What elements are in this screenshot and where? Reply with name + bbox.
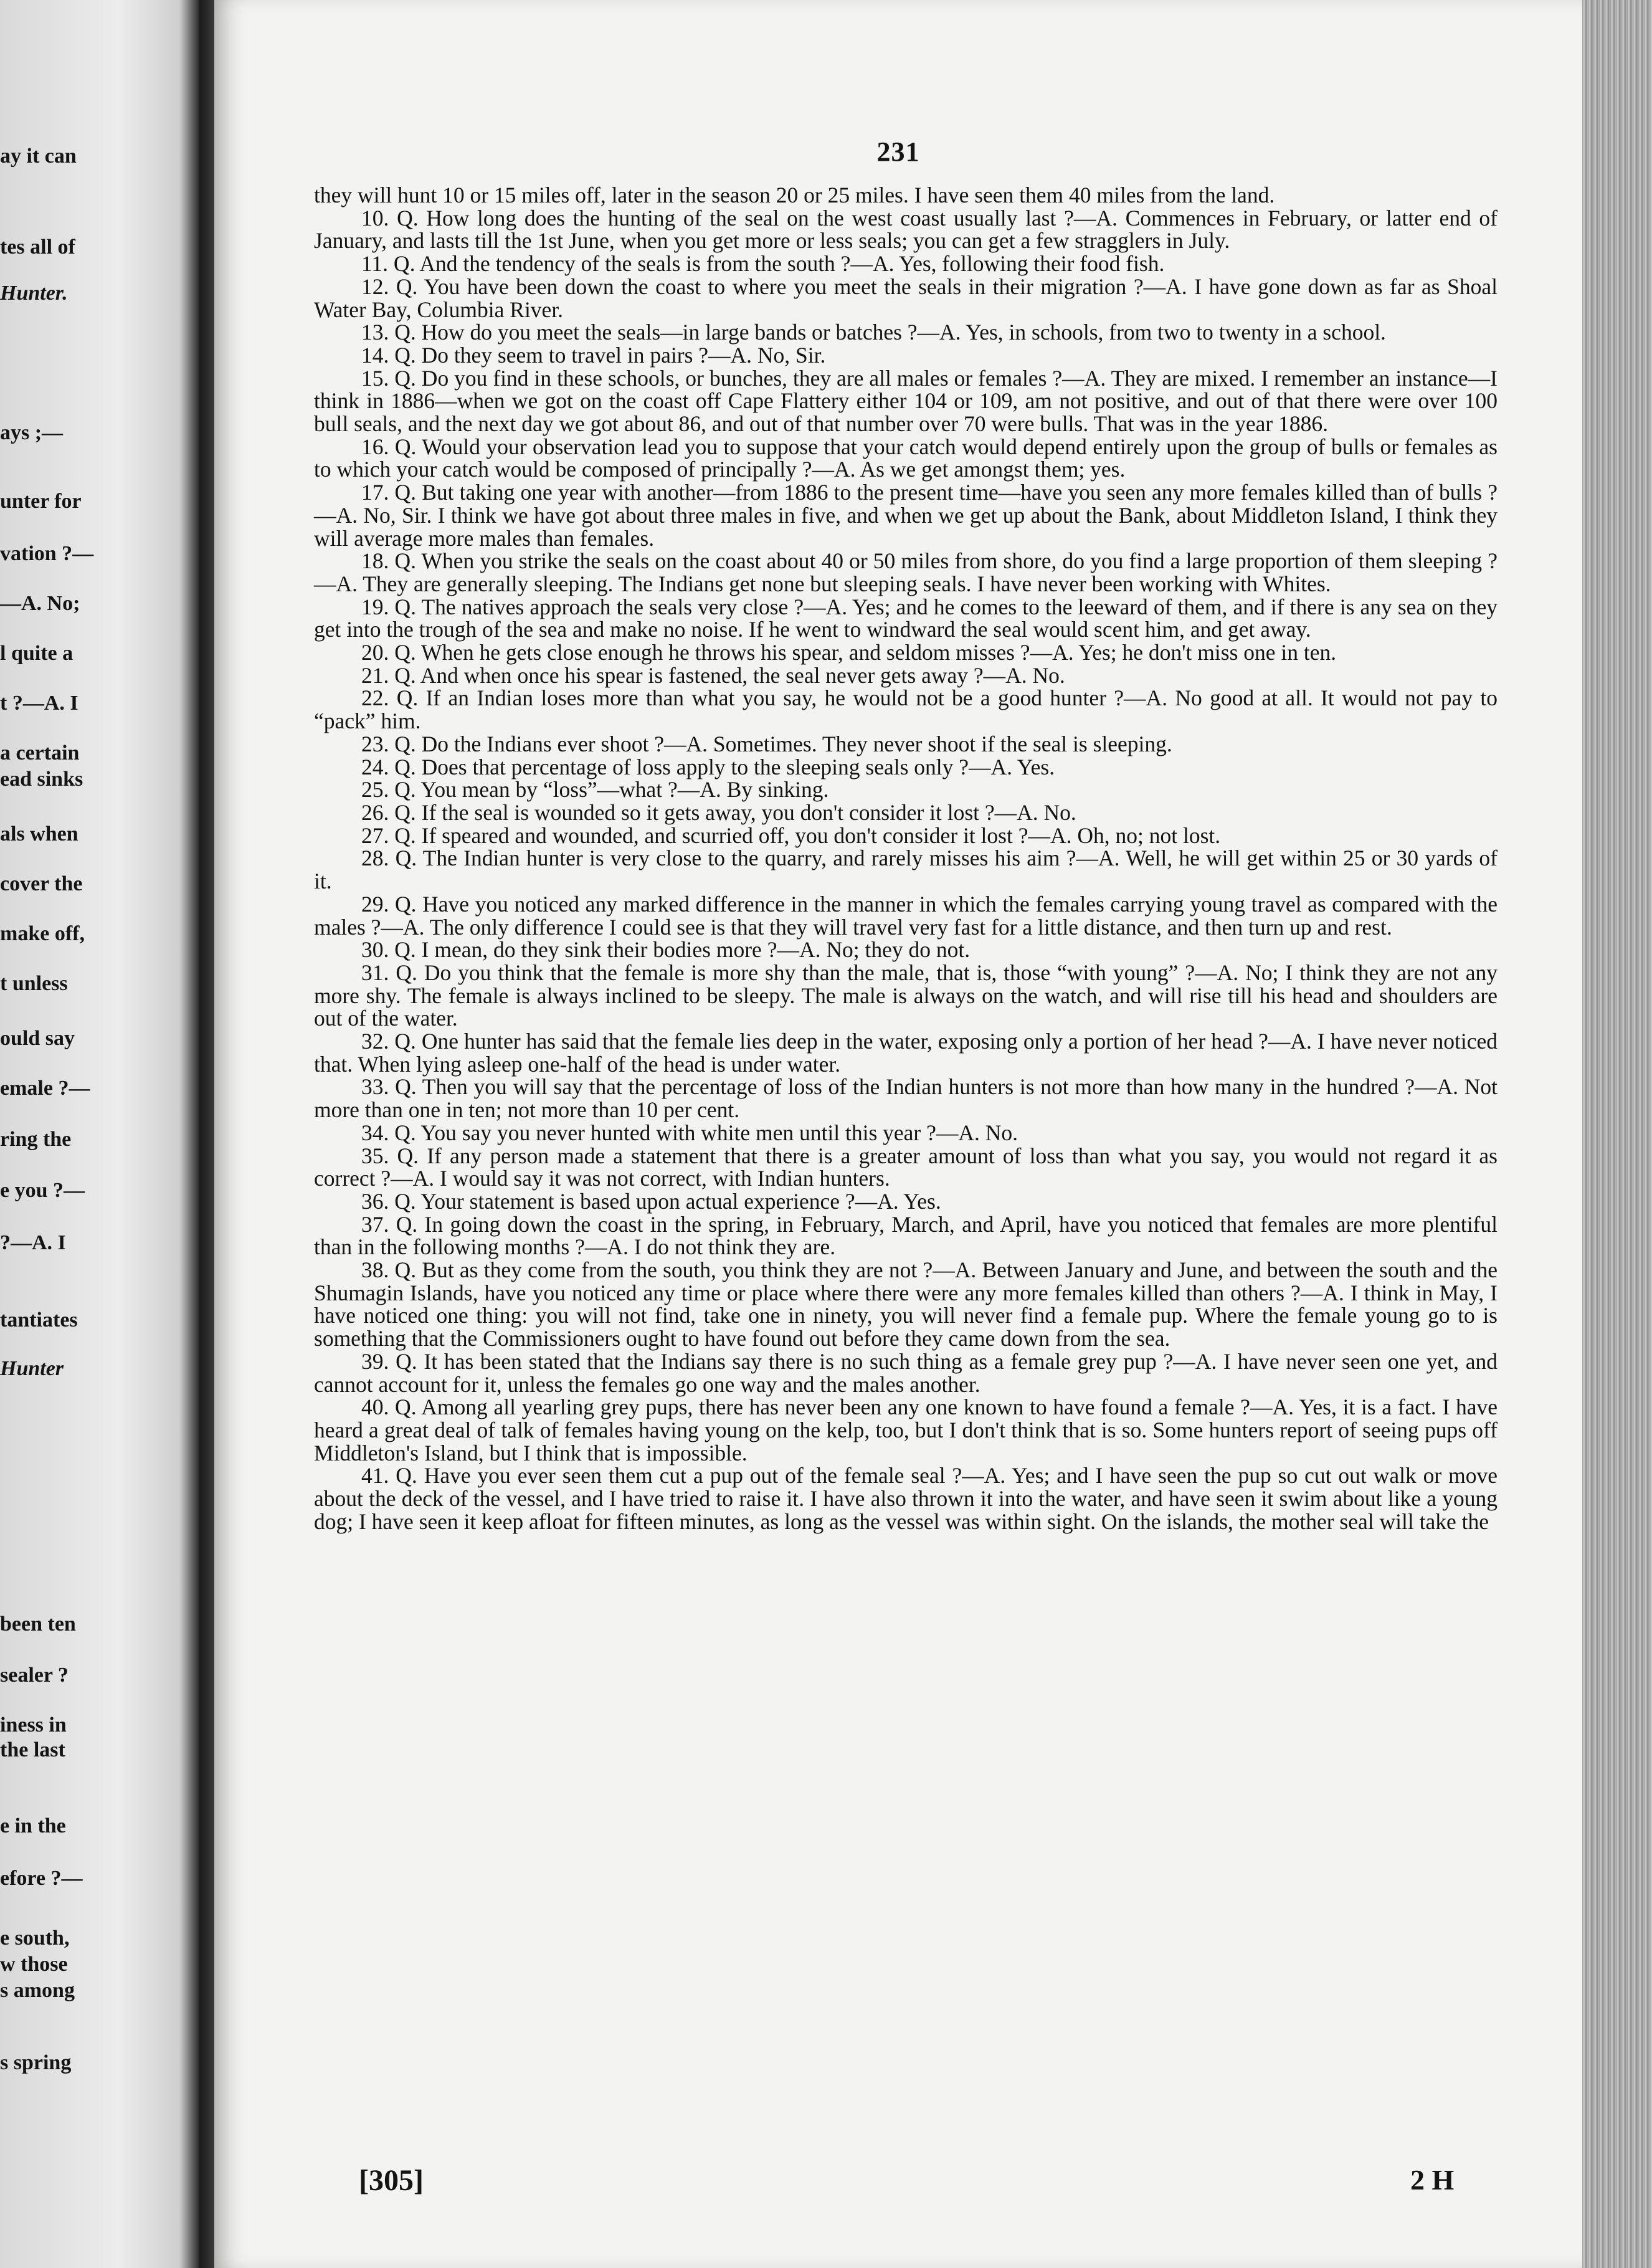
testimony-paragraph: 12. Q. You have been down the coast to where you meet the seals in their migration ?—A. I have gone down as far as Shoal Water Bay, Columbia River. — [314, 274, 1498, 322]
page-edge — [1582, 0, 1652, 2268]
facing-page-text: a certain — [0, 741, 80, 765]
testimony-paragraph: 15. Q. Do you find in these schools, or bunches, they are all males or females ?—A. They are mixed. I remember an instance—I think in 1886—when we got on the coast off Cape Flattery either 104 or 109, am not positive, and out of that there were over 100 bull seals, and the next day we got about 86, and out of that number over 70 were bulls. That was in the year 1886. — [314, 365, 1498, 437]
facing-page-text: the last — [0, 1738, 65, 1761]
testimony-paragraph: 39. Q. It has been stated that the Indians say there is no such thing as a female grey pup ?—A. I have never seen one yet, and cannot account for it, unless the females go one way and the males another. — [314, 1348, 1498, 1397]
facing-page-text: e south, — [0, 1927, 70, 1950]
facing-page-text: w those — [0, 1953, 68, 1976]
testimony-paragraph: 30. Q. I mean, do they sink their bodies more ?—A. No; they do not. — [361, 937, 971, 963]
testimony-paragraph: 32. Q. One hunter has said that the female lies deep in the water, exposing only a portion of her head ?—A. I have never noticed that. When lying asleep one-half of the head is under water. — [314, 1029, 1498, 1077]
facing-page-text: s among — [0, 1979, 75, 2002]
testimony-paragraph: 22. Q. If an Indian loses more than what you say, he would not be a good hunter ?—A. No good at all. It would not pay to “pack” him. — [314, 685, 1498, 734]
facing-page-text: ring the — [0, 1128, 72, 1151]
testimony-paragraph: 36. Q. Your statement is based upon actual experience ?—A. Yes. — [361, 1188, 941, 1214]
testimony-paragraph: 11. Q. And the tendency of the seals is from the south ?—A. Yes, following their food fish. — [361, 251, 1165, 277]
testimony-paragraph: 33. Q. Then you will say that the percentage of loss of the Indian hunters is not more than how many in the hundred ?—A. Not more than one in ten; not more than 10 per cent. — [314, 1074, 1498, 1123]
facing-page-fragment — [0, 0, 199, 2268]
facing-page-text: tantiates — [0, 1308, 78, 1332]
facing-page-text: efore ?— — [0, 1867, 83, 1890]
testimony-paragraph: 31. Q. Do you think that the female is more shy than the male, that is, those “with young” ?—A. No; I think they are not any more shy. The female is always inclined to be sleepy. The male is always on the watch, and will rise till his head and shoulders are out of the water. — [314, 960, 1498, 1031]
gathering-mark: 2 H — [1410, 2164, 1455, 2196]
testimony-paragraph: 23. Q. Do the Indians ever shoot ?—A. Sometimes. They never shoot if the seal is sleeping. — [361, 731, 1172, 756]
facing-page-text: ead sinks — [0, 768, 83, 791]
testimony-paragraph: 27. Q. If speared and wounded, and scurried off, you don't consider it lost ?—A. Oh, no; not lost. — [361, 822, 1221, 848]
testimony-paragraph: 41. Q. Have you ever seen them cut a pup out of the female seal ?—A. Yes; and I have seen the pup so cut out walk or move about the deck of the vessel, and I have tried to raise it. I have also thrown it into the water, and have seen it swim about like a young dog; I have seen it keep afloat for fifteen minutes, as long as the vessel was within sight. On the islands, the mother seal will take the — [314, 1463, 1498, 1534]
testimony-paragraph: 20. Q. When he gets close enough he throws his spear, and seldom misses ?—A. Yes; he don't miss one in ten. — [361, 640, 1337, 665]
facing-page-text: make off, — [0, 922, 85, 945]
facing-page-text: unter for — [0, 490, 82, 513]
testimony-paragraph: 25. Q. You mean by “loss”—what ?—A. By sinking. — [361, 777, 829, 803]
facing-page-text: ould say — [0, 1027, 75, 1050]
facing-page-text: ?—A. I — [0, 1231, 66, 1254]
testimony-paragraph: 21. Q. And when once his spear is fastened, the seal never gets away ?—A. No. — [361, 662, 1065, 688]
facing-page-text: t unless — [0, 972, 68, 995]
testimony-paragraph: 14. Q. Do they seem to travel in pairs ?—A. No, Sir. — [361, 342, 826, 368]
page-number: 231 — [876, 136, 920, 167]
testimony-paragraph: 26. Q. If the seal is wounded so it gets away, you don't consider it lost ?—A. No. — [361, 799, 1076, 825]
testimony-paragraph: 29. Q. Have you noticed any marked difference in the manner in which the females carrying young travel as compared with the males ?—A. The only difference I could see is that they will travel very fast for a little distance, and then turn up and rest. — [314, 891, 1498, 940]
facing-page-text: als when — [0, 822, 78, 846]
testimony-paragraph: 10. Q. How long does the hunting of the seal on the west coast usually last ?—A. Commences in February, or latter end of January, and lasts till the 1st June, when you get more or less seals; you can get a few stragglers in July. — [314, 205, 1498, 254]
testimony-paragraph: 28. Q. The Indian hunter is very close to the quarry, and rarely misses his aim ?—A. Well, he will get within 25 or 30 yards of it. — [314, 846, 1498, 894]
facing-page-text: l quite a — [0, 642, 74, 665]
facing-page-text: —A. No; — [0, 592, 80, 615]
testimony-paragraph: 37. Q. In going down the coast in the spring, in February, March, and April, have you noticed that females are more plentiful than in the following months ?—A. I do not think they are. — [314, 1211, 1498, 1260]
facing-page-text: t ?—A. I — [0, 692, 78, 715]
testimony-paragraph: 40. Q. Among all yearling grey pups, there has never been any one known to have found a female ?—A. Yes, it is a fact. I have heard a great deal of talk of females having young on the kelp, too, but I don't think that is so. Some hunters report of seeing pups off Middleton's Island, but I think that is impossible. — [314, 1394, 1498, 1465]
testimony-paragraph: 34. Q. You say you never hunted with white men until this year ?—A. No. — [361, 1120, 1018, 1145]
testimony-paragraph: they will hunt 10 or 15 miles off, later in the season 20 or 25 miles. I have seen them 40 miles from the land. — [314, 183, 1275, 207]
testimony-paragraph: 24. Q. Does that percentage of loss apply to the sleeping seals only ?—A. Yes. — [361, 754, 1055, 779]
document-body — [314, 184, 1498, 1533]
book-gutter — [199, 0, 214, 2268]
document-page — [214, 0, 1582, 2268]
facing-page-text: emale ?— — [0, 1077, 90, 1100]
facing-page-text: been ten — [0, 1613, 76, 1636]
testimony-paragraph: 17. Q. But taking one year with another—from 1886 to the present time—have you seen any more females killed than of bulls ?—A. No, Sir. I think we have got about three males in five, and when we get up about the Bank, about Middleton Island, I think they will average more males than females. — [314, 480, 1498, 551]
testimony-paragraph: 13. Q. How do you meet the seals—in large bands or batches ?—A. Yes, in schools, from two to twenty in a school. — [361, 320, 1386, 345]
facing-page-text: s spring — [0, 2051, 72, 2074]
testimony-paragraph: 35. Q. If any person made a statement that there is a greater amount of loss than what you say, you would not regard it as correct ?—A. I would say it was not correct, with Indian hunters. — [314, 1143, 1498, 1191]
facing-page-text: Hunter — [0, 1357, 64, 1380]
facing-page-text: tes all of — [0, 236, 75, 259]
testimony-paragraph: 16. Q. Would your observation lead you to suppose that your catch would depend entirely upon the group of bulls or females as to which your catch would be composed of principally ?—A. As we get amongst them; yes. — [314, 434, 1498, 482]
facing-page-text: sealer ? — [0, 1664, 69, 1687]
facing-page-text: ay it can — [0, 145, 77, 168]
facing-page-text: vation ?— — [0, 542, 94, 565]
testimony-paragraph: 38. Q. But as they come from the south, you think they are not ?—A. Between January and June, and between the south and the Shumagin Islands, have you noticed any time or place where there were any more females killed than others ?—A. I think in May, I have noticed one thing: you will not find, take one in ninety, you will never find a female pup. Where the female young go to is something that the Commissioners ought to have found out before they came down from the sea. — [314, 1257, 1498, 1351]
facing-page-text: e you ?— — [0, 1179, 85, 1202]
facing-page-text: Hunter. — [0, 282, 68, 305]
facing-page-text: e in the — [0, 1814, 66, 1837]
facing-page-text: cover the — [0, 872, 83, 895]
facing-page-text: iness in — [0, 1713, 67, 1737]
signature-mark: [305] — [359, 2164, 424, 2197]
testimony-paragraph: 18. Q. When you strike the seals on the coast about 40 or 50 miles from shore, do you find a large proportion of them sleeping ?—A. They are generally sleeping. The Indians get none but sleeping seals. I have never been working with Whites. — [314, 548, 1498, 596]
facing-page-text: ays ;— — [0, 421, 64, 444]
testimony-paragraph: 19. Q. The natives approach the seals very close ?—A. Yes; and he comes to the leeward of them, and if there is any sea on they get into the trough of the sea and make no noise. If he went to windward the seal would scent him, and get away. — [314, 594, 1498, 642]
